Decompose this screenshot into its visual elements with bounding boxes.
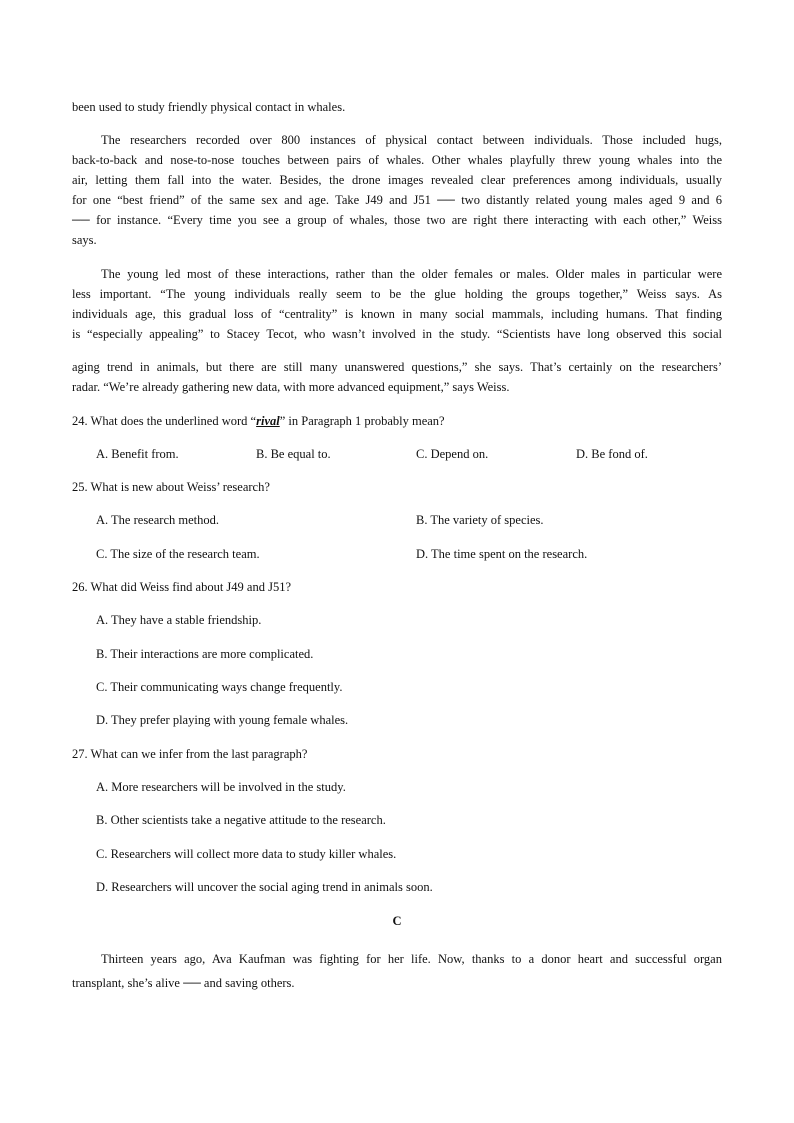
paragraph-line: aging trend in animals, but there are still many unanswered questions,” she says. That’s certainly on the researchers’ bbox=[72, 360, 722, 374]
paragraph-line: transplant, she’s alive ── and saving others. bbox=[72, 976, 295, 990]
paragraph-line: says. bbox=[72, 233, 97, 247]
question-stem-text: 24. What does the underlined word “ bbox=[72, 414, 257, 428]
option-a[interactable]: A. More researchers will be involved in the study. bbox=[96, 780, 346, 794]
option-c[interactable]: C. Their communicating ways change frequently. bbox=[96, 680, 343, 694]
question-27-stem: 27. What can we infer from the last paragraph? bbox=[72, 747, 308, 761]
option-d[interactable]: D. They prefer playing with young female whales. bbox=[96, 713, 349, 727]
option-c[interactable]: C. The size of the research team. bbox=[96, 547, 260, 561]
option-b[interactable]: B. Be equal to. bbox=[256, 447, 331, 461]
question-24-stem bbox=[72, 413, 445, 429]
option-c[interactable]: C. Depend on. bbox=[416, 447, 489, 461]
option-b[interactable]: B. Other scientists take a negative attitude to the research. bbox=[96, 813, 386, 827]
paragraph-line: radar. “We’re already gathering new data, with more advanced equipment,” says Weiss. bbox=[72, 380, 510, 394]
paragraph-line: air, letting them fall into the water. Besides, the drone images revealed clear preferences among individuals, usually bbox=[72, 173, 722, 187]
option-a[interactable]: A. The research method. bbox=[96, 513, 219, 527]
option-b[interactable]: B. The variety of species. bbox=[416, 513, 544, 527]
paragraph-line: individuals age, this gradual loss of “centrality” is known in many social mammals, including humans. That finding bbox=[72, 307, 722, 321]
option-d[interactable]: D. Researchers will uncover the social aging trend in animals soon. bbox=[96, 880, 433, 894]
question-stem-text: ” in Paragraph 1 probably mean? bbox=[279, 414, 445, 428]
underlined-word: rival bbox=[256, 414, 280, 428]
option-c[interactable]: C. Researchers will collect more data to study killer whales. bbox=[96, 847, 397, 861]
paragraph-line: ── for instance. “Every time you see a group of whales, those two are right there interacting with each other,” Weiss bbox=[72, 213, 722, 227]
paragraph-line: The researchers recorded over 800 instances of physical contact between individuals. Those included hugs, bbox=[101, 133, 722, 147]
paragraph-line: back-to-back and nose-to-nose touches between pairs of whales. Other whales playfully threw young whales into the bbox=[72, 153, 722, 167]
option-d[interactable]: D. Be fond of. bbox=[576, 447, 648, 461]
paragraph-line: The young led most of these interactions, rather than the older females or males. Older males in particular were bbox=[101, 267, 722, 281]
paragraph-line: Thirteen years ago, Ava Kaufman was fighting for her life. Now, thanks to a donor heart and successful organ bbox=[101, 952, 722, 966]
paragraph-line: is “especially appealing” to Stacey Tecot, who wasn’t involved in the study. “Scientists have long observed this social bbox=[72, 327, 722, 341]
question-26-stem: 26. What did Weiss find about J49 and J51? bbox=[72, 580, 291, 594]
paragraph-line: been used to study friendly physical contact in whales. bbox=[72, 100, 346, 114]
question-25-stem: 25. What is new about Weiss’ research? bbox=[72, 480, 270, 494]
option-b[interactable]: B. Their interactions are more complicated. bbox=[96, 647, 314, 661]
paragraph-line: less important. “The young individuals really seem to be the glue holding the groups together,” Weiss says. As bbox=[72, 287, 722, 301]
option-a[interactable]: A. Benefit from. bbox=[96, 447, 179, 461]
section-heading: C bbox=[392, 914, 402, 928]
paragraph-line: for one “best friend” of the same sex and age. Take J49 and J51 ── two distantly related young males aged 9 and 6 bbox=[72, 193, 722, 207]
option-d[interactable]: D. The time spent on the research. bbox=[416, 547, 588, 561]
option-a[interactable]: A. They have a stable friendship. bbox=[96, 613, 262, 627]
